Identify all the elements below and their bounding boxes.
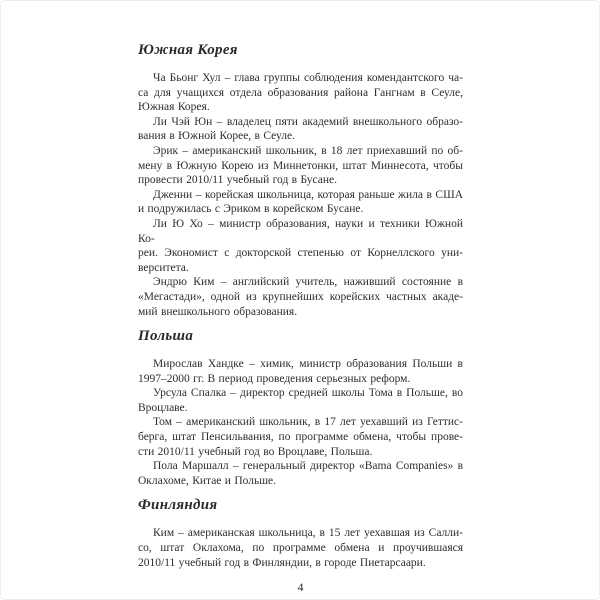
text-line: и подружилась с Эриком в корейском Бусане.: [138, 203, 364, 216]
section: [138, 41, 463, 319]
paragraph: [138, 115, 463, 144]
section: [138, 327, 463, 488]
text-line: Ким – американская школьница, в 15 лет уехавшая из Салли-: [153, 527, 463, 540]
text-line: со, штат Оклахома, по программе обмена и проучившаяся: [138, 542, 463, 555]
text-line: Том – американский школьник, в 17 лет уехавший из Геттис-: [153, 416, 463, 429]
text-line: вания в Южной Корее, в Сеуле.: [138, 130, 295, 143]
text-line: реи. Экономист с докторской степенью от Корнеллского уни-: [138, 247, 463, 260]
section-heading: Финляндия: [138, 497, 218, 514]
paragraph: [138, 188, 463, 217]
section-heading: Польша: [138, 328, 194, 345]
text-line: Ча Бьонг Хул – глава группы соблюдения комендантского ча-: [153, 72, 463, 84]
text-line: Пола Маршалл – генеральный директор «Bama Companies» в: [153, 460, 463, 473]
text-line: Ли Чэй Юн – владелец пяти академий внешкольного образо-: [153, 115, 463, 128]
text-line: мий внешкольного образования.: [138, 305, 298, 318]
text-line: 1997–2000 гг. В период проведения серьезных реформ.: [138, 372, 411, 385]
paragraph: [138, 415, 463, 459]
text-line: Эрик – американский школьник, в 18 лет приехавший по об-: [153, 144, 463, 157]
text-line: Вроцлаве.: [138, 401, 188, 414]
text-line: Мирослав Хандке – химик, министр образования Польши в: [153, 358, 463, 371]
page-number: 4: [297, 580, 304, 595]
text-line: са для учащихся отдела образования района Гангнам в Сеуле,: [138, 86, 463, 99]
page-content: [138, 41, 463, 570]
text-line: Эндрю Ким – английский учитель, наживший состояние в: [153, 276, 463, 289]
paragraph: [138, 386, 463, 415]
paragraph: [138, 71, 463, 115]
text-line: 2010/11 учебный год в Финляндии, в городе Пиетарсаари.: [138, 556, 426, 569]
text-line: сти 2010/11 учебный год во Вроцлаве, Польша.: [138, 445, 373, 458]
text-line: верситета.: [138, 261, 189, 274]
text-line: провести 2010/11 учебный год в Бусане.: [138, 174, 338, 187]
paragraph: [138, 526, 463, 570]
paragraph: [138, 357, 463, 386]
section-heading: Южная Корея: [138, 42, 238, 58]
text-line: мену в Южную Корею из Миннетонки, штат Миннесота, чтобы: [138, 159, 463, 172]
text-line: Дженни – корейская школьница, которая раньше жила в США: [153, 188, 463, 201]
text-line: Ли Ю Хо – министр образования, науки и техники Южной Ко-: [138, 217, 463, 245]
text-line: Урсула Спалка – директор средней школы Тома в Польше, во: [153, 387, 463, 400]
paragraph: [138, 459, 463, 488]
paragraph: [138, 275, 463, 319]
text-line: берга, штат Пенсильвания, по программе обмена, чтобы прове-: [138, 431, 463, 444]
text-line: Южная Корея.: [138, 101, 210, 114]
text-line: «Мегастади», одной из крупнейших корейских частных акаде-: [138, 290, 463, 303]
section: [138, 496, 463, 570]
text-line: Оклахоме, Китае и Польше.: [138, 474, 277, 487]
paragraph: [138, 144, 463, 188]
paragraph: [138, 217, 463, 275]
